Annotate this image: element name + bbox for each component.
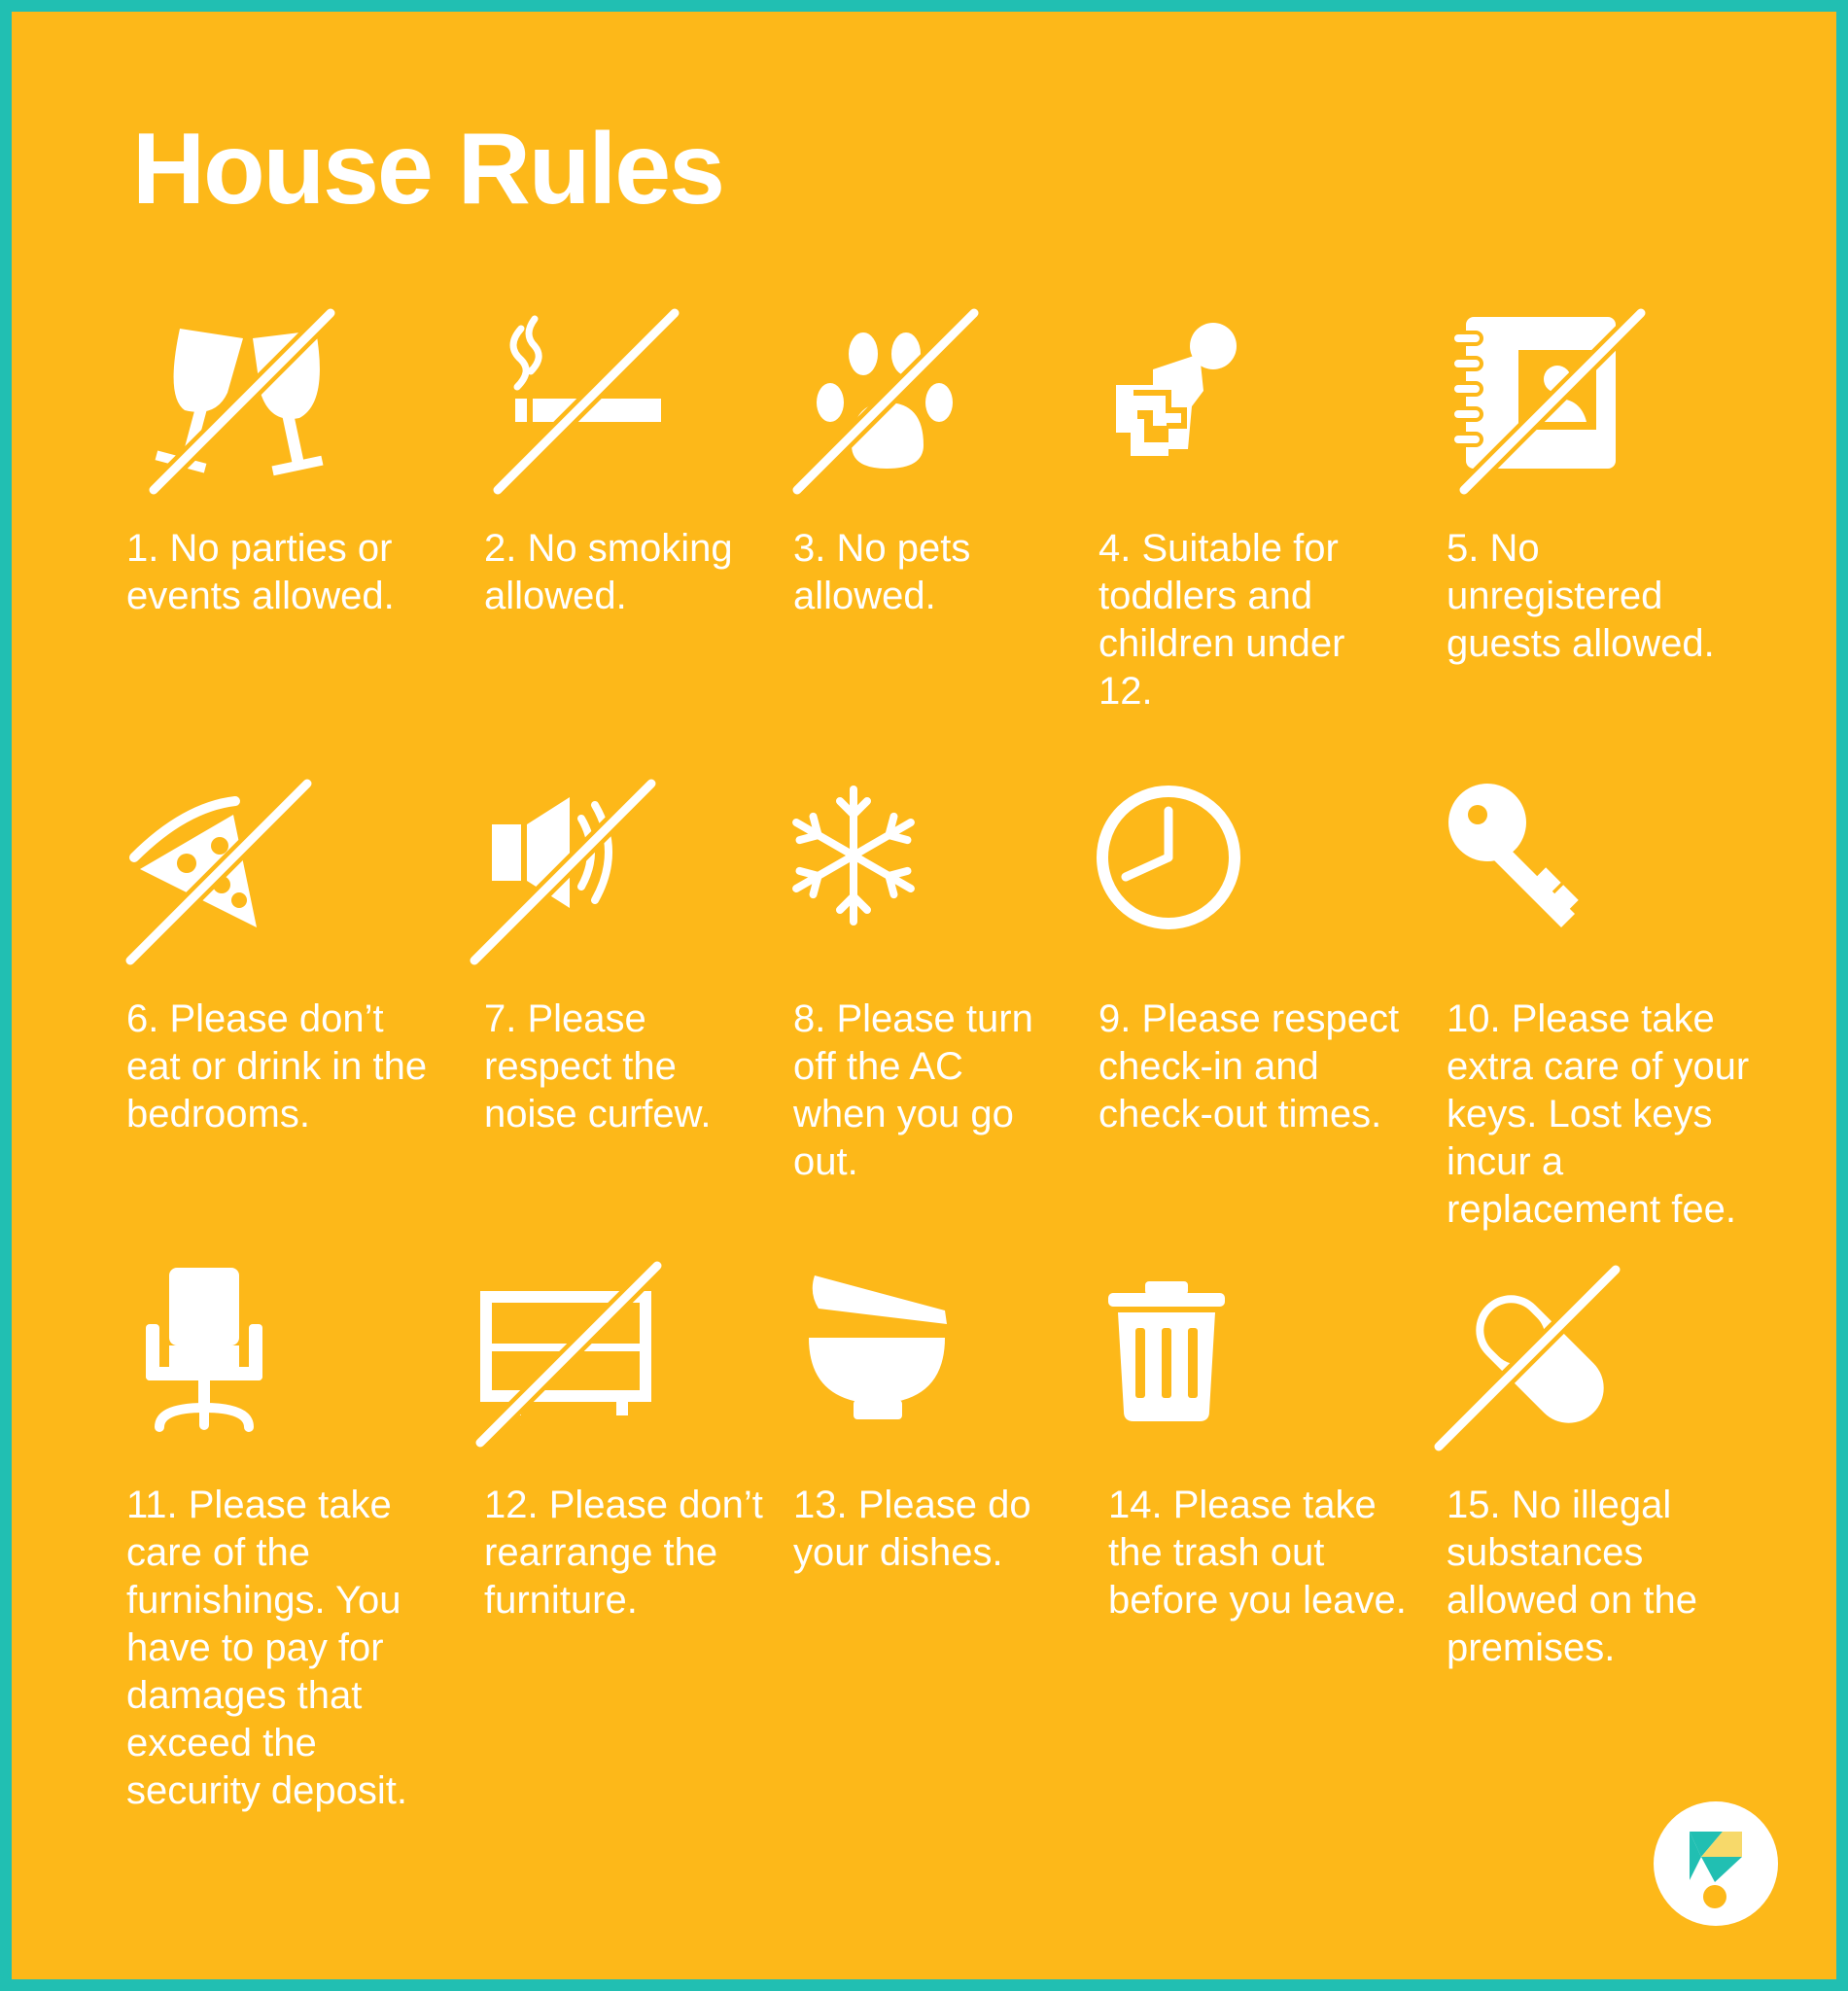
rule-11 [126,1266,457,1815]
rule-8 [793,780,1046,1186]
rule-12-text: 12. Please don’t rearrange the furniture. [484,1484,763,1622]
rule-9 [1098,780,1429,1138]
office-chair-icon [126,1266,321,1460]
brand-logo-icon [1653,1800,1779,1927]
clock-icon [1098,780,1293,974]
rule-2 [484,309,766,620]
rule-10 [1447,780,1777,1234]
no-food-pizza-icon [126,780,321,974]
rule-6 [126,780,437,1138]
rule-9-text: 9. Please respect check-in and check-out times. [1098,997,1400,1135]
rule-6-text: 6. Please don’t eat or drink in the bedrooms. [126,997,428,1135]
rule-1 [126,309,437,620]
rule-7-text: 7. Please respect the noise curfew. [484,997,712,1135]
rule-10-text: 10. Please take extra care of your keys. Lost keys incur a replacement fee. [1447,997,1750,1231]
rule-8-text: 8. Please turn off the AC when you go out. [793,997,1033,1183]
rule-15-text: 15. No illegal substances allowed on the premises. [1447,1484,1697,1669]
no-smoking-icon [484,309,679,504]
rule-2-text: 2. No smoking allowed. [484,527,733,617]
no-pets-paw-icon [793,309,988,504]
no-guests-address-book-icon [1447,309,1651,504]
rule-14-text: 14. Please take the trash out before you leave. [1108,1484,1407,1622]
toddler-stairs-icon [1098,309,1293,504]
rule-12 [484,1266,766,1624]
key-icon [1447,780,1641,974]
rule-5-text: 5. No unregistered guests allowed. [1447,527,1715,665]
no-noise-speaker-icon [484,780,679,974]
no-rearrange-furniture-icon [484,1266,679,1460]
rule-3 [793,309,1027,620]
snowflake-ac-icon [793,780,988,974]
dishes-bowls-icon [793,1266,988,1460]
rule-4 [1098,309,1390,716]
rule-14 [1108,1266,1429,1624]
no-drugs-pill-icon [1447,1266,1641,1460]
rule-3-text: 3. No pets allowed. [793,527,971,617]
rule-11-text: 11. Please take care of the furnishings. You have to pay for damages that exceed the security deposit. [126,1484,408,1812]
rule-7 [484,780,766,1138]
rule-13 [793,1266,1065,1577]
trash-can-icon [1108,1266,1303,1460]
rule-13-text: 13. Please do your dishes. [793,1484,1031,1574]
rule-15 [1447,1266,1767,1672]
rule-1-text: 1. No parties or events allowed. [126,527,395,617]
page-title: House Rules [132,113,723,226]
no-party-glasses-icon [126,309,340,504]
rule-4-text: 4. Suitable for toddlers and children under 12. [1098,527,1345,713]
rule-5 [1447,309,1738,668]
